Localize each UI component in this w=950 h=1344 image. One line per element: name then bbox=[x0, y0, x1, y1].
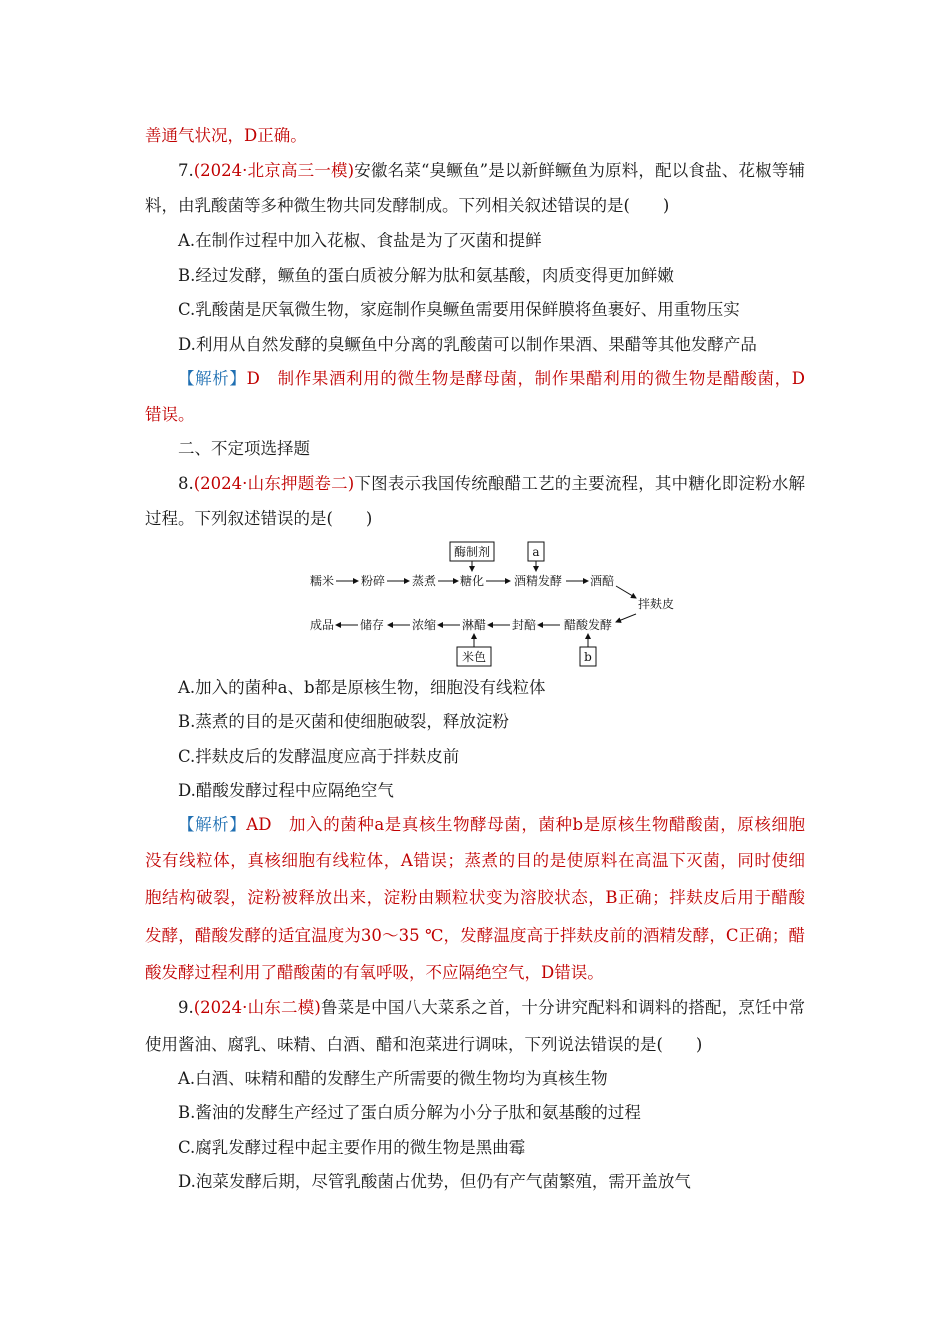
step-leach-vinegar: 淋醋 bbox=[461, 618, 487, 632]
q8-option-d: D.醋酸发酵过程中应隔绝空气 bbox=[178, 781, 394, 800]
q8-analysis-line5: 酸发酵过程利用了醋酸菌的有氧呼吸，不应隔绝空气，D错误。 bbox=[145, 963, 604, 982]
q7-option-d: D.利用从自然发酵的臭鳜鱼中分离的乳酸菌可以制作果酒、果醋等其他发酵产品 bbox=[178, 335, 757, 354]
q9-stem-line2: 使用酱油、腐乳、味精、白酒、醋和泡菜进行调味，下列说法错误的是( ) bbox=[145, 1035, 703, 1054]
q9-source: (2024·山东二模) bbox=[193, 998, 321, 1017]
previous-analysis-tail: 善通气状况，D正确。 bbox=[145, 126, 307, 145]
q9-option-c: C.腐乳发酵过程中起主要作用的微生物是黑曲霉 bbox=[178, 1138, 526, 1157]
q7-source: (2024·北京高三一模) bbox=[193, 161, 355, 180]
section-title: 二、不定项选择题 bbox=[178, 439, 310, 458]
q7-analysis-line1 bbox=[178, 367, 805, 391]
q8-option-b: B.蒸煮的目的是灭菌和使细胞破裂，释放淀粉 bbox=[178, 712, 509, 731]
q7-option-c: C.乳酸菌是厌氧微生物，家庭制作臭鳜鱼需要用保鲜膜将鱼裹好、用重物压实 bbox=[178, 300, 740, 319]
strain-a-label: a bbox=[532, 545, 540, 559]
step-glutinous-rice: 糯米 bbox=[309, 574, 335, 588]
q8-stem-text: 下图表示我国传统酿醋工艺的主要流程，其中糖化即淀粉水解 bbox=[354, 474, 805, 493]
q7-stem-line2: 料，由乳酸菌等多种微生物共同发酵制成。下列相关叙述错误的是( ) bbox=[145, 196, 670, 215]
q8-stem-line1 bbox=[178, 472, 805, 496]
q7-analysis-text: D 制作果酒利用的微生物是酵母菌，制作果醋利用的微生物是醋酸菌，D bbox=[246, 369, 805, 388]
q9-option-d: D.泡菜发酵后期，尽管乳酸菌占优势，但仍有产气菌繁殖，需开盖放气 bbox=[178, 1172, 691, 1191]
q8-source: (2024·山东押题卷二) bbox=[193, 474, 355, 493]
q8-analysis-line3: 胞结构破裂，淀粉被释放出来，淀粉由颗粒状变为溶胶状态，B正确；拌麸皮后用于醋酸 bbox=[145, 888, 805, 907]
step-alcohol-ferment: 酒精发酵 bbox=[513, 574, 563, 588]
step-crush: 粉碎 bbox=[360, 574, 386, 588]
step-wine-mash: 酒醅 bbox=[589, 574, 615, 588]
q8-analysis-text: AD 加入的菌种a是真核生物酵母菌，菌种b是原核生物醋酸菌，原核细胞 bbox=[246, 815, 806, 834]
step-saccharify: 糖化 bbox=[459, 574, 485, 588]
step-acetic-ferment: 醋酸发酵 bbox=[563, 618, 613, 632]
step-concentrate: 浓缩 bbox=[411, 618, 437, 632]
q8-option-a: A.加入的菌种a、b都是原核生物，细胞没有线粒体 bbox=[178, 678, 546, 697]
q7-number: 7. bbox=[178, 161, 194, 180]
step-product: 成品 bbox=[309, 618, 335, 632]
step-store: 储存 bbox=[359, 618, 385, 632]
q7-analysis-tag: 【解析】 bbox=[178, 369, 247, 388]
step-steam: 蒸煮 bbox=[411, 574, 437, 588]
q8-analysis-line4: 发酵，醋酸发酵的适宜温度为30～35 ℃，发酵温度高于拌麸皮前的酒精发酵，C正确；醋 bbox=[145, 926, 805, 945]
q7-option-a: A.在制作过程中加入花椒、食盐是为了灭菌和提鲜 bbox=[178, 231, 542, 250]
enzyme-box-label: 酶制剂 bbox=[453, 545, 491, 559]
q9-option-b: B.酱油的发酵生产经过了蛋白质分解为小分子肽和氨基酸的过程 bbox=[178, 1103, 641, 1122]
q8-stem-line2: 过程。下列叙述错误的是( ) bbox=[145, 509, 373, 528]
q8-analysis-tag: 【解析】 bbox=[178, 815, 247, 834]
vinegar-process-diagram bbox=[300, 538, 700, 668]
q7-option-b: B.经过发酵，鳜鱼的蛋白质被分解为肽和氨基酸，肉质变得更加鲜嫩 bbox=[178, 266, 674, 285]
step-seal-mash: 封醅 bbox=[511, 618, 537, 632]
q8-option-c: C.拌麸皮后的发酵温度应高于拌麸皮前 bbox=[178, 747, 460, 766]
q7-stem-line1 bbox=[178, 159, 805, 183]
rice-color-label: 米色 bbox=[461, 650, 487, 664]
q9-option-a: A.白酒、味精和醋的发酵生产所需要的微生物均为真核生物 bbox=[178, 1069, 608, 1088]
q9-stem-line1 bbox=[178, 996, 805, 1020]
q8-analysis-line1 bbox=[178, 813, 805, 837]
q7-stem-text: 安徽名菜“臭鳜鱼”是以新鲜鳜鱼为原料，配以食盐、花椒等辅 bbox=[354, 161, 805, 180]
q9-number: 9. bbox=[178, 998, 194, 1017]
q8-number: 8. bbox=[178, 474, 194, 493]
step-mix-bran: 拌麸皮 bbox=[637, 597, 675, 611]
q8-analysis-line2: 没有线粒体，真核细胞有线粒体，A错误；蒸煮的目的是使原料在高温下灭菌，同时使细 bbox=[145, 851, 805, 870]
q7-analysis-line2: 错误。 bbox=[145, 405, 195, 424]
q9-stem-text: 鲁菜是中国八大菜系之首，十分讲究配料和调料的搭配，烹饪中常 bbox=[320, 998, 805, 1017]
strain-b-label: b bbox=[584, 650, 592, 664]
